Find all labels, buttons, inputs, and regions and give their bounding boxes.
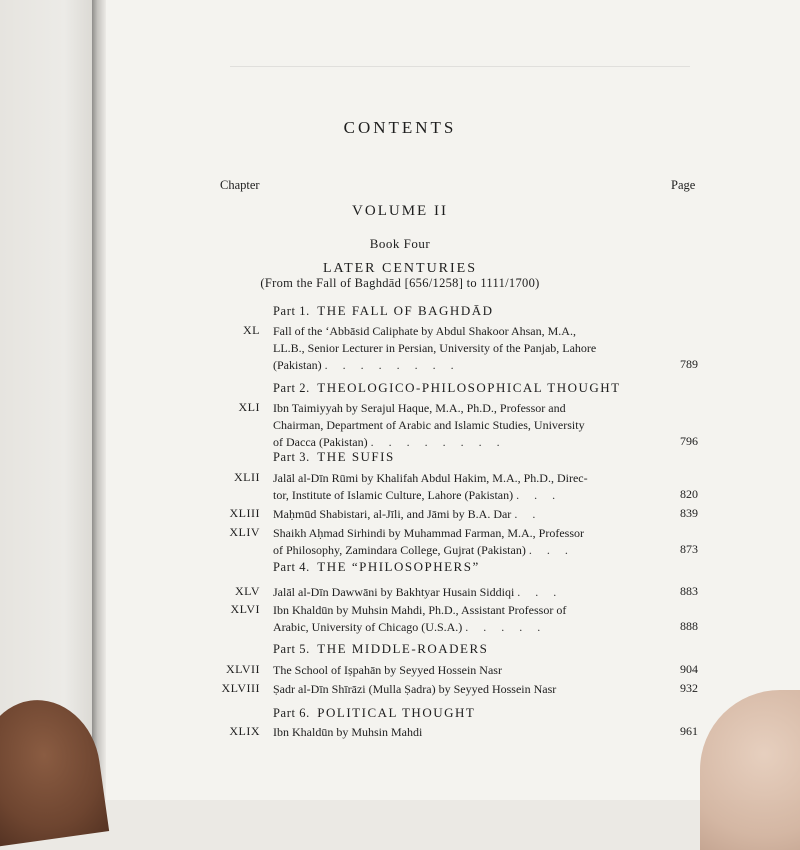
entry-line: Shaikh Aḥmad Sirhindi by Muhammad Farman, M.A., Professor: [273, 526, 584, 540]
page-number: 873: [680, 542, 698, 556]
page-number: 904: [680, 662, 698, 676]
chapter-column-label: Chapter: [220, 178, 260, 192]
leader-dots: . . . . .: [465, 620, 547, 634]
entry-line: Ibn Taimiyyah by Serajul Haque, M.A., Ph.D., Professor and: [273, 401, 566, 415]
page-number: 839: [680, 506, 698, 520]
section-title: LATER CENTURIES: [322, 261, 478, 276]
page-number: 883: [680, 584, 698, 598]
entry-line: tor, Institute of Islamic Culture, Lahore (Pakistan): [273, 488, 514, 502]
page-number: 932: [680, 681, 698, 695]
entry-line: LL.B., Senior Lecturer in Persian, University of the Panjab, Lahore: [273, 341, 597, 355]
page-number: 820: [680, 487, 698, 501]
part-heading: Part 6. POLITICAL THOUGHT: [273, 705, 476, 720]
page-column-label: Page: [671, 178, 696, 192]
entry-line: Ibn Khaldūn by Muhsin Mahdi: [273, 725, 423, 739]
entry-line: Maḥmūd Shabistari, al-Jīli, and Jāmi by B.A. Dar: [273, 507, 512, 521]
chapter-number: XLIX: [229, 724, 260, 738]
contents-heading: CONTENTS: [343, 118, 457, 137]
chapter-number: XLII: [234, 470, 260, 484]
leader-dots: . .: [514, 507, 542, 521]
chapter-number: XLVII: [225, 662, 260, 676]
part-heading: Part 2. THEOLOGICO-PHILOSOPHICAL THOUGHT: [273, 380, 621, 395]
part-heading: Part 5. THE MIDDLE-ROADERS: [273, 641, 489, 656]
leader-dots: . . .: [517, 585, 563, 599]
entry-line: of Dacca (Pakistan): [273, 435, 368, 449]
chapter-number: XLI: [238, 400, 260, 414]
entry-line: Fall of the ‘Abbāsid Caliphate by Abdul Shakoor Ahsan, M.A.,: [273, 324, 576, 338]
entry-line: Ibn Khaldūn by Muhsin Mahdi, Ph.D., Assistant Professor of: [273, 603, 567, 617]
chapter-number: XLVIII: [221, 681, 260, 695]
entry-line: Arabic, University of Chicago (U.S.A.): [273, 620, 463, 634]
part-heading: Part 1. THE FALL OF BAGHDĀD: [273, 303, 494, 318]
page-number: 789: [680, 357, 698, 371]
page-number: 796: [680, 434, 698, 448]
entry-line: Chairman, Department of Arabic and Islamic Studies, University: [273, 418, 585, 432]
show-through: [230, 60, 690, 67]
page-number: 961: [680, 724, 698, 738]
leader-dots: . . . . . . . .: [370, 435, 506, 449]
volume-heading: VOLUME II: [352, 203, 448, 219]
leader-dots: . . . . . . . .: [324, 358, 460, 372]
entry-line: Jalāl al-Dīn Rūmi by Khalifah Abdul Hakim, M.A., Ph.D., Direc-: [273, 471, 588, 485]
leader-dots: . . .: [528, 543, 574, 557]
chapter-number: XL: [243, 323, 260, 337]
page-number: 888: [680, 619, 698, 633]
chapter-number: XLV: [234, 584, 260, 598]
chapter-number: XLIV: [229, 525, 260, 539]
leader-dots: . . .: [516, 488, 562, 502]
section-range: (From the Fall of Baghdād [656/1258] to 1111/1700): [260, 276, 540, 290]
part-heading: Part 3. THE SUFIS: [273, 449, 395, 464]
part-heading: Part 4. THE “PHILOSOPHERS”: [273, 559, 480, 574]
book-heading: Book Four: [369, 236, 431, 251]
entry-line: Ṣadr al-Dīn Shīrāzi (Mulla Ṣadra) by Seyyed Hossein Nasr: [273, 682, 557, 696]
entry-line: of Philosophy, Zamindara College, Gujrat (Pakistan): [273, 543, 526, 557]
entry-line: (Pakistan): [273, 358, 322, 372]
entry-line: Jalāl al-Dīn Dawwāni by Bakhtyar Husain Siddiqi: [273, 585, 515, 599]
chapter-number: XLIII: [229, 506, 260, 520]
entry-line: The School of Iṣpahān by Seyyed Hossein Nasr: [273, 663, 502, 677]
chapter-number: XLVI: [230, 602, 260, 616]
